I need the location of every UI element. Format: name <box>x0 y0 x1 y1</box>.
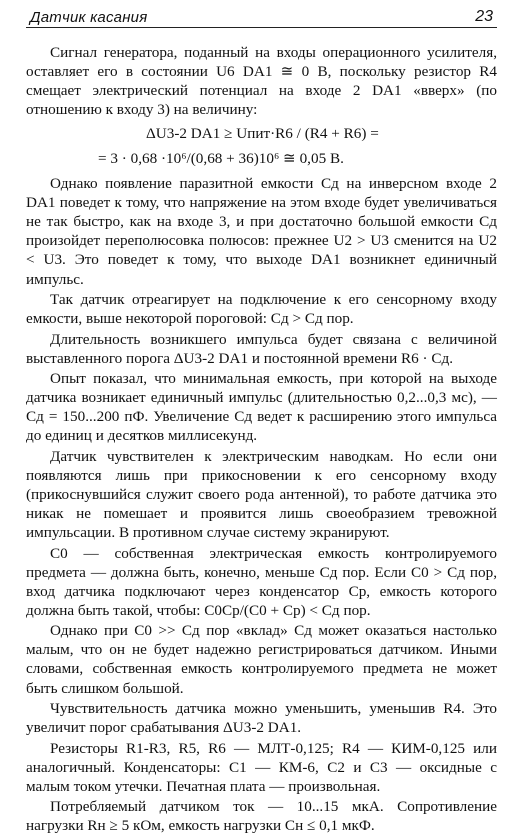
paragraph-sensitivity: Чувствительность датчика можно уменьшить, уменьшив R4. Это увеличит порог срабатывания ΔU3-2 DA1. <box>26 700 497 737</box>
page-number: 23 <box>475 8 493 25</box>
paragraph-pulse-duration: Длительность возникшего импульса будет связана с величиной выставленного порога ΔU3-2 DA1 и постоянной времени R6 · Cд. <box>26 330 497 367</box>
paragraph-interference: Датчик чувствителен к электрическим наводкам. Но если они появляются лишь при прикосновении к его сенсорному входу (прикоснувшийся служит своего рода антенной), то работе датчика это никак не помешает и проявится лишь своеобразием тревожной импульсации. В противном случае систему экранируют. <box>26 447 497 542</box>
paragraph-parasitic-capacitance: Однако появление паразитной емкости Cд на инверсном входе 2 DA1 поведет к тому, что напряжение на этом входе будет увеличиваться не так быстро, как на входе 3, и при достаточно большой емкости Cд произойдет переполюсовка полюсов: прежнее U2 > U3 сменится на U2 < U3. Это поведет к тому, что выходе DA1 возникнет единичный импульс. <box>26 175 497 288</box>
running-header <box>26 2 497 28</box>
formula-threshold-line-1: ΔU3-2 DA1 ≥ Uпит·R6 / (R4 + R6) = <box>146 125 379 143</box>
paragraph-large-capacitance: Однако при C0 >> Cд пор «вклад» Cд может оказаться настолько малым, что он не будет надежно регистрироваться датчиком. Иными словами, собственная емкость контролируемого предмета не может быть слишком большой. <box>26 622 497 697</box>
paragraph-current-load: Потребляемый датчиком ток — 10...15 мкА. Сопротивление нагрузки Rн ≥ 5 кОм, емкость нагрузки Cн ≤ 0,1 мкФ. <box>26 798 497 835</box>
body-text <box>26 43 497 835</box>
paragraph-generator-signal: Сигнал генератора, поданный на входы операционного усилителя, оставляет его в состоянии U6 DA1 ≅ 0 В, поскольку резистор R4 смещает электрический потенциал на входе 2 DA1 «вверх» (по отношению к входу 3) на величину: <box>26 44 497 119</box>
chapter-title: Датчик касания <box>30 9 148 26</box>
paragraph-sensor-reaction: Так датчик отреагирует на подключение к его сенсорному входу емкости, выше некоторой пороговой: Cд > Cд пор. <box>26 291 497 328</box>
paragraph-components: Резисторы R1-R3, R5, R6 — МЛТ-0,125; R4 — КИМ-0,125 или аналогичный. Конденсаторы: C1 — КМ-6, C2 и C3 — оксидные с малым током утечки. Печатная плата — произвольная. <box>26 739 497 795</box>
paragraph-experiment: Опыт показал, что минимальная емкость, при которой на выходе датчика возникает единичный импульс (длительностью 0,2...0,3 мс), — Cд = 150...200 пФ. Увеличение Cд ведет к расширению этого импульса до единиц и десятков миллисекунд. <box>26 370 497 445</box>
formula-threshold-line-2: = 3 · 0,68 ·10⁶/(0,68 + 36)10⁶ ≅ 0,05 В. <box>98 150 344 168</box>
paragraph-object-capacitance: C0 — собственная электрическая емкость контролируемого предмета — должна быть, конечно, меньше Cд пор. Если C0 > Cд пор, вход датчика подключают через конденсатор Cр, емкость которого должна быть такой, чтобы: C0Cр/(C0 + Cр) < Cд пор. <box>26 544 497 619</box>
